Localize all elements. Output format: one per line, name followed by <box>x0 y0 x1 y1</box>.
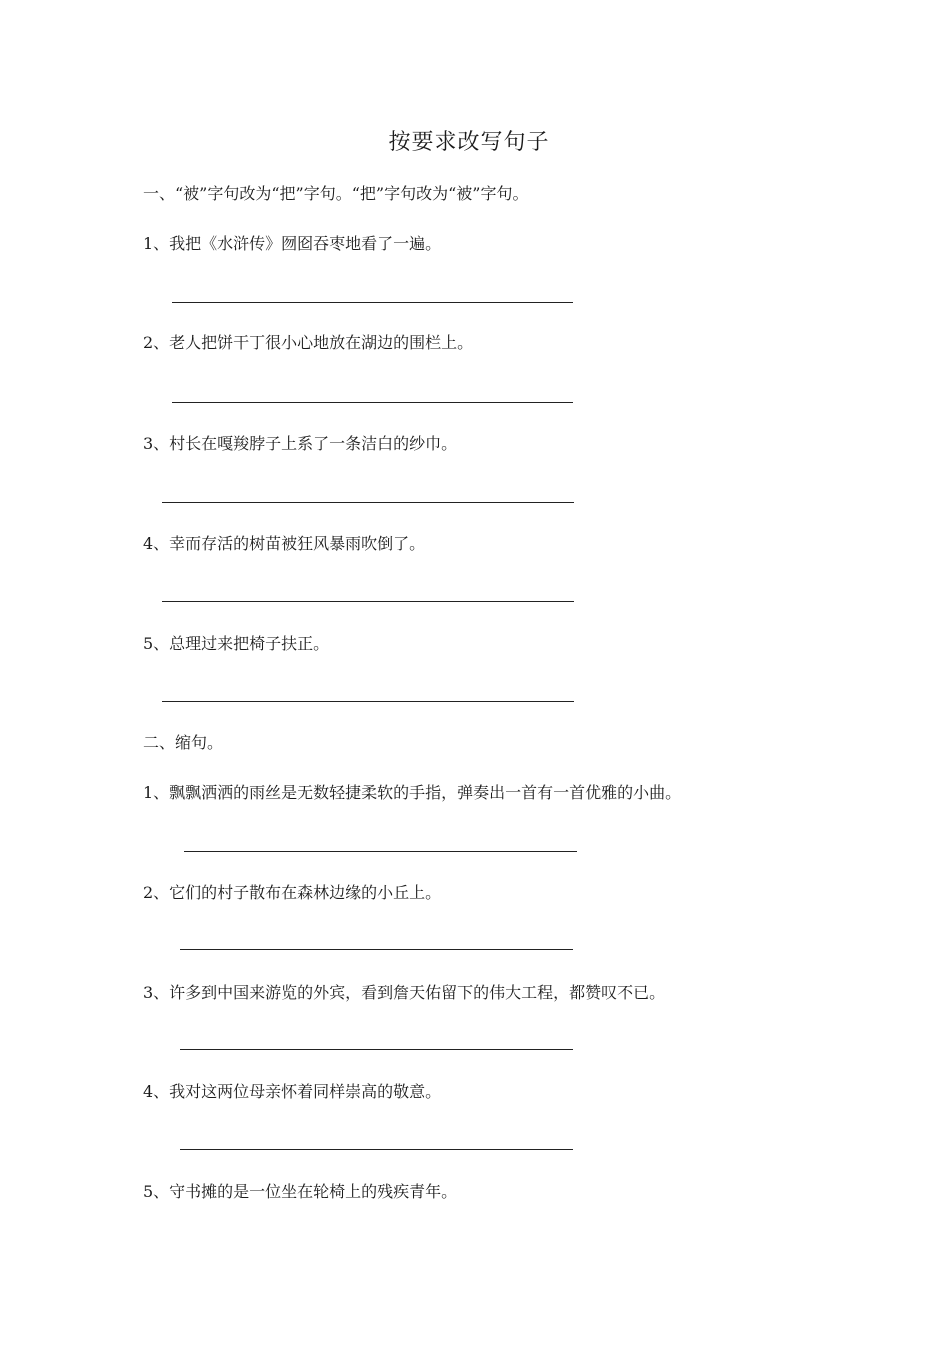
section-2-heading: 二、缩句。 <box>143 733 224 752</box>
answer-line-1-4[interactable] <box>162 601 574 602</box>
section-1-heading: 一、“被”字句改为“把”字句。“把”字句改为“被”字句。 <box>143 184 529 203</box>
answer-line-2-4[interactable] <box>180 1149 573 1150</box>
page-title: 按要求改写句子 <box>388 130 550 155</box>
section-2-question-2: 2、它们的村子散布在森林边缘的小丘上。 <box>143 883 442 902</box>
section-2-question-4: 4、我对这两位母亲怀着同样崇高的敬意。 <box>143 1082 442 1101</box>
answer-line-1-3[interactable] <box>162 502 574 503</box>
answer-line-2-2[interactable] <box>180 949 573 950</box>
section-1-question-1: 1、我把《水浒传》囫囵吞枣地看了一遍。 <box>143 234 442 253</box>
answer-line-1-5[interactable] <box>162 701 574 702</box>
section-2-question-3: 3、许多到中国来游览的外宾，看到詹天佑留下的伟大工程，都赞叹不已。 <box>143 983 666 1002</box>
section-1-question-4: 4、幸而存活的树苗被狂风暴雨吹倒了。 <box>143 534 426 553</box>
section-2-question-5: 5、守书摊的是一位坐在轮椅上的残疾青年。 <box>143 1182 458 1201</box>
answer-line-2-1[interactable] <box>184 851 577 852</box>
section-2-question-1: 1、飘飘洒洒的雨丝是无数轻捷柔软的手指，弹奏出一首有一首优雅的小曲。 <box>143 783 682 802</box>
answer-line-1-1[interactable] <box>172 302 573 303</box>
section-1-question-2: 2、老人把饼干丁很小心地放在湖边的围栏上。 <box>143 333 474 352</box>
section-1-question-5: 5、总理过来把椅子扶正。 <box>143 634 330 653</box>
answer-line-2-3[interactable] <box>180 1049 573 1050</box>
answer-line-1-2[interactable] <box>172 402 573 403</box>
section-1-question-3: 3、村长在嘎羧脖子上系了一条洁白的纱巾。 <box>143 434 458 453</box>
